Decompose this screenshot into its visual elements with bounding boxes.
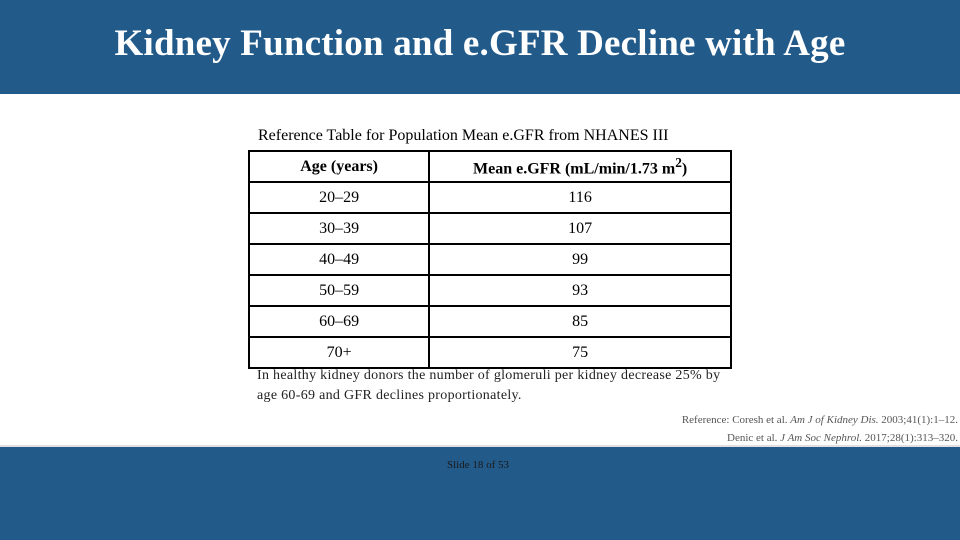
table-row <box>249 182 731 213</box>
table-row <box>249 275 731 306</box>
reference-line-1: Reference: Coresh et al. Am J of Kidney Dis. 2003;41(1):1–12. <box>681 414 958 426</box>
table-row <box>249 337 731 368</box>
reference-citation <box>438 411 958 447</box>
gfr-cell: 75 <box>429 337 731 368</box>
table-caption: Reference Table for Population Mean e.GFR from NHANES III <box>258 127 669 144</box>
explanatory-note: In healthy kidney donors the number of glomeruli per kidney decrease 25% by age 60-69 and GFR declines proportionately. <box>257 368 721 403</box>
gfr-reference-table <box>248 150 732 369</box>
gfr-cell: 107 <box>429 213 731 244</box>
gfr-cell: 93 <box>429 275 731 306</box>
table-row <box>249 213 731 244</box>
reference-line-2: Denic et al. J Am Soc Nephrol. 2017;28(1):313–320. <box>727 432 958 444</box>
age-cell: 40–49 <box>249 244 429 275</box>
table-header-row <box>249 151 731 182</box>
gfr-cell: 116 <box>429 182 731 213</box>
age-cell: 60–69 <box>249 306 429 337</box>
age-cell: 30–39 <box>249 213 429 244</box>
age-cell: 20–29 <box>249 182 429 213</box>
table-row <box>249 244 731 275</box>
age-cell: 50–59 <box>249 275 429 306</box>
slide-number: Slide 18 of 53 <box>446 459 510 471</box>
column-header-age: Age (years) <box>249 151 429 182</box>
gfr-cell: 85 <box>429 306 731 337</box>
gfr-cell: 99 <box>429 244 731 275</box>
age-cell: 70+ <box>249 337 429 368</box>
slide-title: Kidney Function and e.GFR Decline with Age <box>114 23 846 64</box>
column-header-gfr: Mean e.GFR (mL/min/1.73 $m^2$) <box>429 151 731 182</box>
table-row <box>249 306 731 337</box>
